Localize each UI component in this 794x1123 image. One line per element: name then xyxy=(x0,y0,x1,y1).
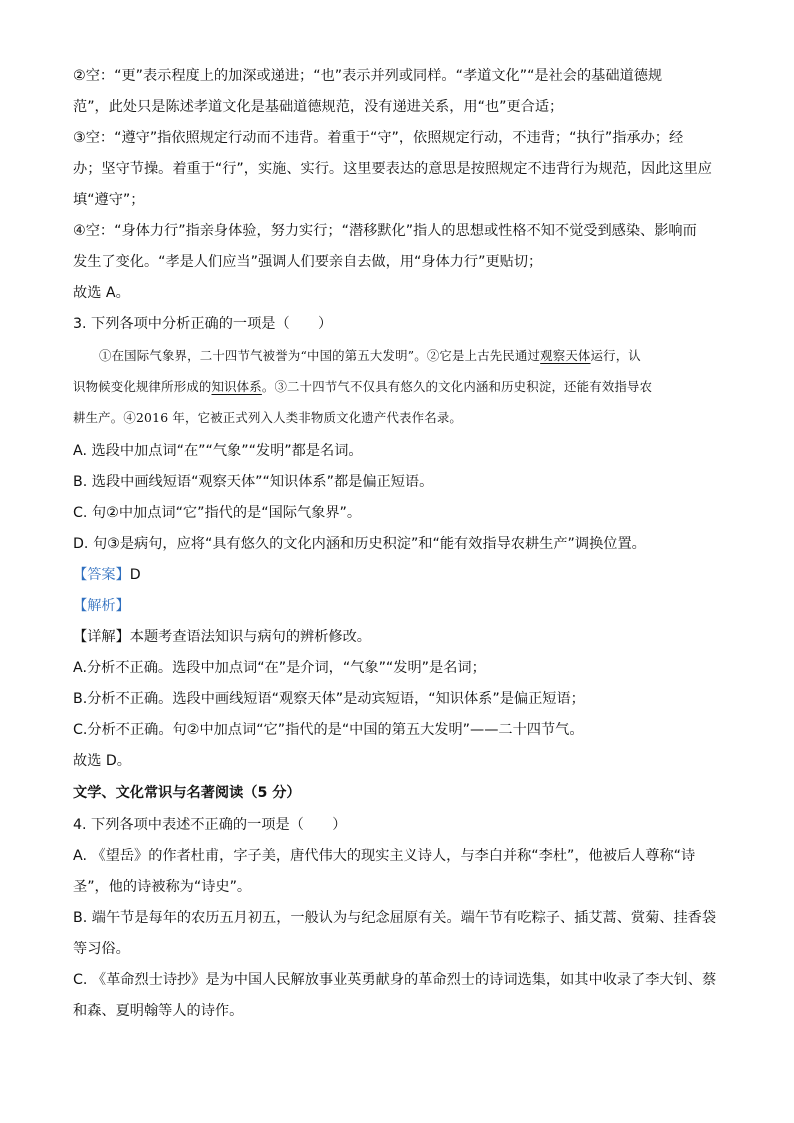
explanation-a: A.分析不正确。选段中加点词“在”是介词，“气象”“发明”是名词； xyxy=(73,660,486,676)
explanation-conclusion: 故选 D。 xyxy=(73,753,131,769)
underlined-phrase: 观察天体 xyxy=(540,348,591,363)
passage-line-3: 耕生产。④2016 年，它被正式列入人类非物质文化遗产代表作名录。 xyxy=(73,410,463,425)
text-line: 办；坚守节操。着重于“行”，实施、实行。这里要表达的意思是按照规定不违背行为规范，因此这里应 xyxy=(73,161,712,177)
text-line: 故选 A。 xyxy=(73,285,130,301)
option-b: B. 选段中画线短语“观察天体”“知识体系”都是偏正短语。 xyxy=(73,474,434,490)
text-line: ③空：“遵守”指依照规定行动而不违背。着重于“守”，依照规定行动，不违背；“执行”指承办；经 xyxy=(73,130,684,146)
analysis-line xyxy=(73,596,733,616)
q4-option-c-line-1: C. 《革命烈士诗抄》是为中国人民解放事业英勇献身的革命烈士的诗词选集，如其中收录了李大钊、蔡 xyxy=(73,972,717,988)
underlined-phrase: 知识体系 xyxy=(211,379,262,394)
detail-line xyxy=(73,627,733,647)
option-a: A. 选段中加点词“在”“气象”“发明”都是名词。 xyxy=(73,443,363,459)
analysis-tag: 【解析】 xyxy=(73,598,130,614)
option-c: C. 句②中加点词“它”指代的是“国际气象界”。 xyxy=(73,505,362,521)
answer-line xyxy=(73,565,733,585)
answer-value: D xyxy=(129,567,141,583)
question-3-stem: 3. 下列各项中分析正确的一项是（ ） xyxy=(73,316,333,332)
passage-text: ①在国际气象界，二十四节气被誉为“中国的第五大发明”。②它是上古先民通过 xyxy=(99,348,541,363)
q4-option-a-line-2: 圣”，他的诗被称为“诗史”。 xyxy=(73,879,252,895)
detail-text: 本题考查语法知识与病句的辨析修改。 xyxy=(129,629,371,645)
text-line: ②空：“更”表示程度上的加深或递进；“也”表示并列或同样。“孝道文化”“是社会的基础道德规 xyxy=(73,68,663,84)
explanation-c: C.分析不正确。句②中加点词“它”指代的是“中国的第五大发明”——二十四节气。 xyxy=(73,722,584,738)
question-4-stem: 4. 下列各项中表述不正确的一项是（ ） xyxy=(73,817,347,833)
q4-option-b-line-2: 等习俗。 xyxy=(73,941,130,957)
section-title: 文学、文化常识与名著阅读（5 分） xyxy=(73,785,301,801)
passage-text: 运行，认 xyxy=(590,348,641,363)
passage-text: 。③二十四节气不仅具有悠久的文化内涵和历史积淀，还能有效指导农 xyxy=(261,379,653,394)
passage-line-2 xyxy=(73,377,733,397)
text-line: ④空：“身体力行”指亲身体验，努力实行；“潜移默化”指人的思想或性格不知不觉受到感染、影响而 xyxy=(73,223,697,239)
text-line: 范”，此处只是陈述孝道文化是基础道德规范，没有递进关系，用“也”更合适； xyxy=(73,99,564,115)
text-line: 发生了变化。“孝是人们应当”强调人们要亲自去做，用“身体力行”更贴切； xyxy=(73,254,543,270)
q4-option-c-line-2: 和森、夏明翰等人的诗作。 xyxy=(73,1003,244,1019)
detail-tag: 【详解】 xyxy=(73,629,130,645)
option-d: D. 句③是病句，应将“具有悠久的文化内涵和历史积淀”和“能有效指导农耕生产”调换位置。 xyxy=(73,536,646,552)
q4-option-b-line-1: B. 端午节是每年的农历五月初五，一般认为与纪念屈原有关。端午节有吃粽子、插艾蒿、赏菊、挂香袋 xyxy=(73,910,717,926)
passage-line-1 xyxy=(99,346,733,366)
explanation-b: B.分析不正确。选段中画线短语“观察天体”是动宾短语，“知识体系”是偏正短语； xyxy=(73,691,585,707)
q4-option-a-line-1: A. 《望岳》的作者杜甫，字子美，唐代伟大的现实主义诗人，与李白并称“李杜”，他被后人尊称“诗 xyxy=(73,848,696,864)
text-line: 填“遵守”； xyxy=(73,192,145,208)
passage-text: 识物候变化规律所形成的 xyxy=(73,379,212,394)
answer-tag: 【答案】 xyxy=(73,567,130,583)
